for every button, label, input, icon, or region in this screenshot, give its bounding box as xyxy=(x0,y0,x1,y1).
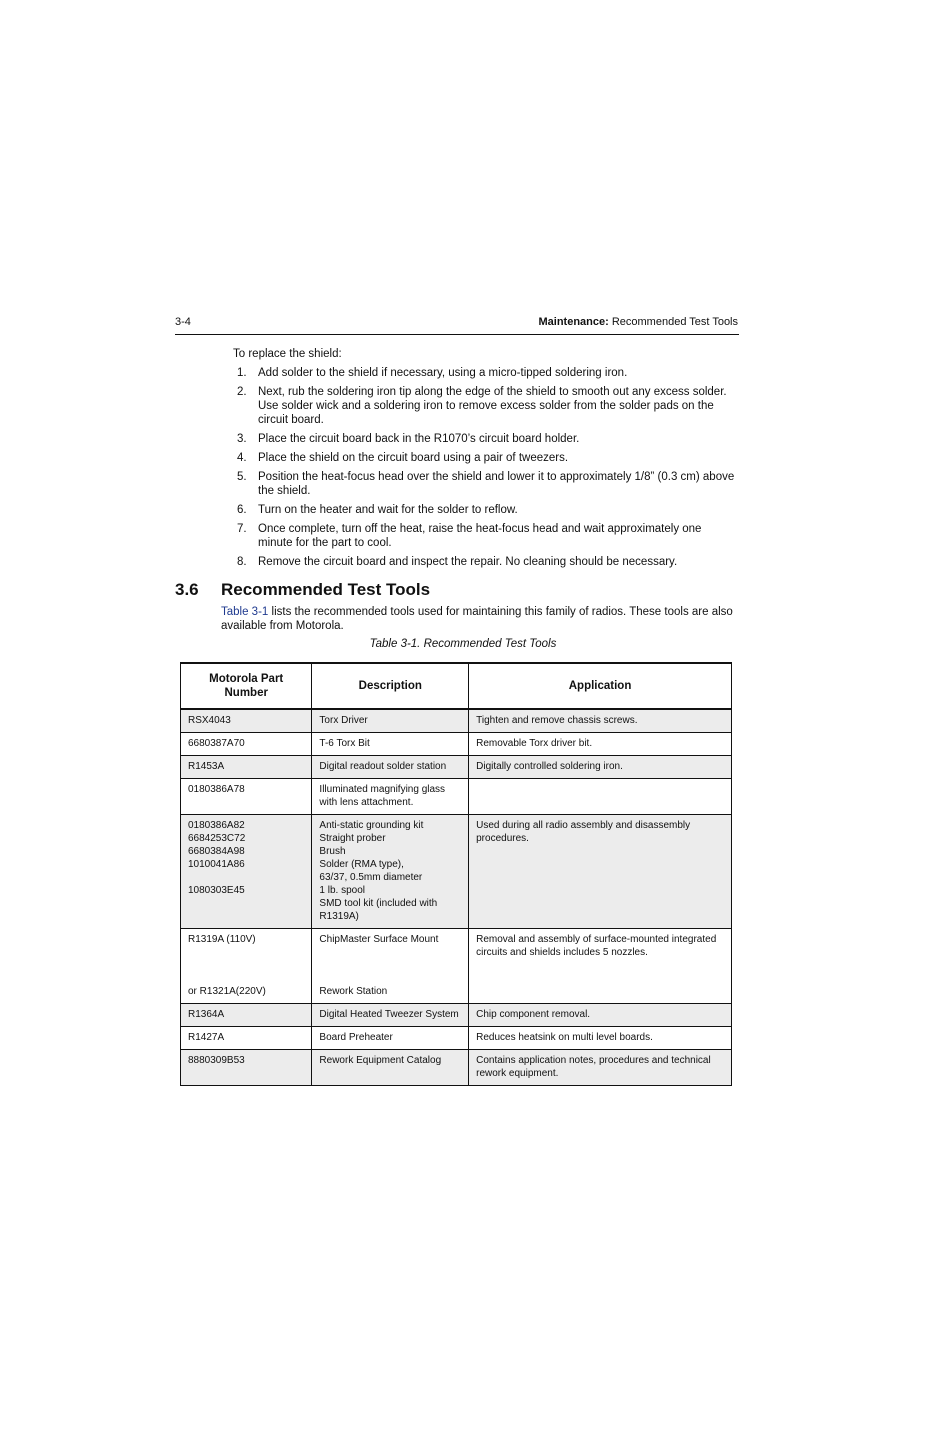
list-item: 3. Place the circuit board back in the R1070’s circuit board holder. xyxy=(237,433,580,445)
running-header-title: Recommended Test Tools xyxy=(608,316,738,328)
table-row: R1364A Digital Heated Tweezer System Chip component removal. xyxy=(181,1004,732,1027)
table-row: RSX4043 Torx Driver Tighten and remove chassis screws. xyxy=(181,709,732,733)
table-row: 6680387A70 T-6 Torx Bit Removable Torx driver bit. xyxy=(181,733,732,756)
list-item: 2. Next, rub the soldering iron tip along the edge of the shield to smooth out any excess solder. Use solder wick and a soldering iron to remove excess solder from the solder pads on the circuit board. xyxy=(237,386,727,426)
intro-text: To replace the shield: xyxy=(233,348,342,360)
procedure-steps xyxy=(233,366,739,574)
table-caption: Table 3-1. Recommended Test Tools xyxy=(369,638,557,650)
column-header-part: Motorola Part Number xyxy=(181,663,312,709)
section-number: 3.6 xyxy=(175,580,199,599)
section-heading xyxy=(175,580,430,600)
list-item: 1. Add solder to the shield if necessary, using a micro-tipped soldering iron. xyxy=(237,367,628,379)
table-row: 8880309B53 Rework Equipment Catalog Contains application notes, procedures and technical rework equipment. xyxy=(181,1050,732,1086)
list-item: 8. Remove the circuit board and inspect the repair. No cleaning should be necessary. xyxy=(237,556,678,568)
list-item: 4. Place the shield on the circuit board using a pair of tweezers. xyxy=(237,452,569,464)
running-header-bold: Maintenance: xyxy=(538,316,609,328)
table-reference-link[interactable]: Table 3-1 xyxy=(221,606,269,618)
table-row: R1319A (110V) or R1321A(220V) ChipMaster Surface Mount Rework Station Removal and assembly of surface-mounted integrated circuits and shields includes 5 nozzles. xyxy=(181,929,732,1004)
recommended-tools-table xyxy=(180,662,732,1086)
section-paragraph: Table 3-1 lists the recommended tools used for maintaining this family of radios. These tools are also available from Motorola. xyxy=(221,606,733,632)
table-row: R1453A Digital readout solder station Digitally controlled soldering iron. xyxy=(181,756,732,779)
list-item: 6. Turn on the heater and wait for the solder to reflow. xyxy=(237,504,518,516)
column-header-description: Description xyxy=(312,663,469,709)
column-header-application: Application xyxy=(469,663,732,709)
list-item: 5. Position the heat-focus head over the shield and lower it to approximately 1/8” (0.3 cm) above the shield. xyxy=(237,471,735,497)
table-row: 0180386A82 6684253C72 6680384A98 1010041A86 1080303E45 Anti-static grounding kit Straight prober Brush Solder (RMA type), 63/37, 0.5mm diameter 1 lb. spool SMD tool kit (included with R1319A) Used during all radio assembly and disassembly procedures. xyxy=(181,815,732,929)
table-row: R1427A Board Preheater Reduces heatsink on multi level boards. xyxy=(181,1027,732,1050)
table-header-row xyxy=(181,663,732,709)
header-rule xyxy=(175,334,739,335)
page-number: 3-4 xyxy=(175,316,191,328)
table-row: 0180386A78 Illuminated magnifying glass with lens attachment. xyxy=(181,779,732,815)
section-title: Recommended Test Tools xyxy=(221,580,431,599)
list-item: 7. Once complete, turn off the heat, raise the heat-focus head and wait approximately one minute for the part to cool. xyxy=(237,523,702,549)
running-header xyxy=(538,316,738,328)
